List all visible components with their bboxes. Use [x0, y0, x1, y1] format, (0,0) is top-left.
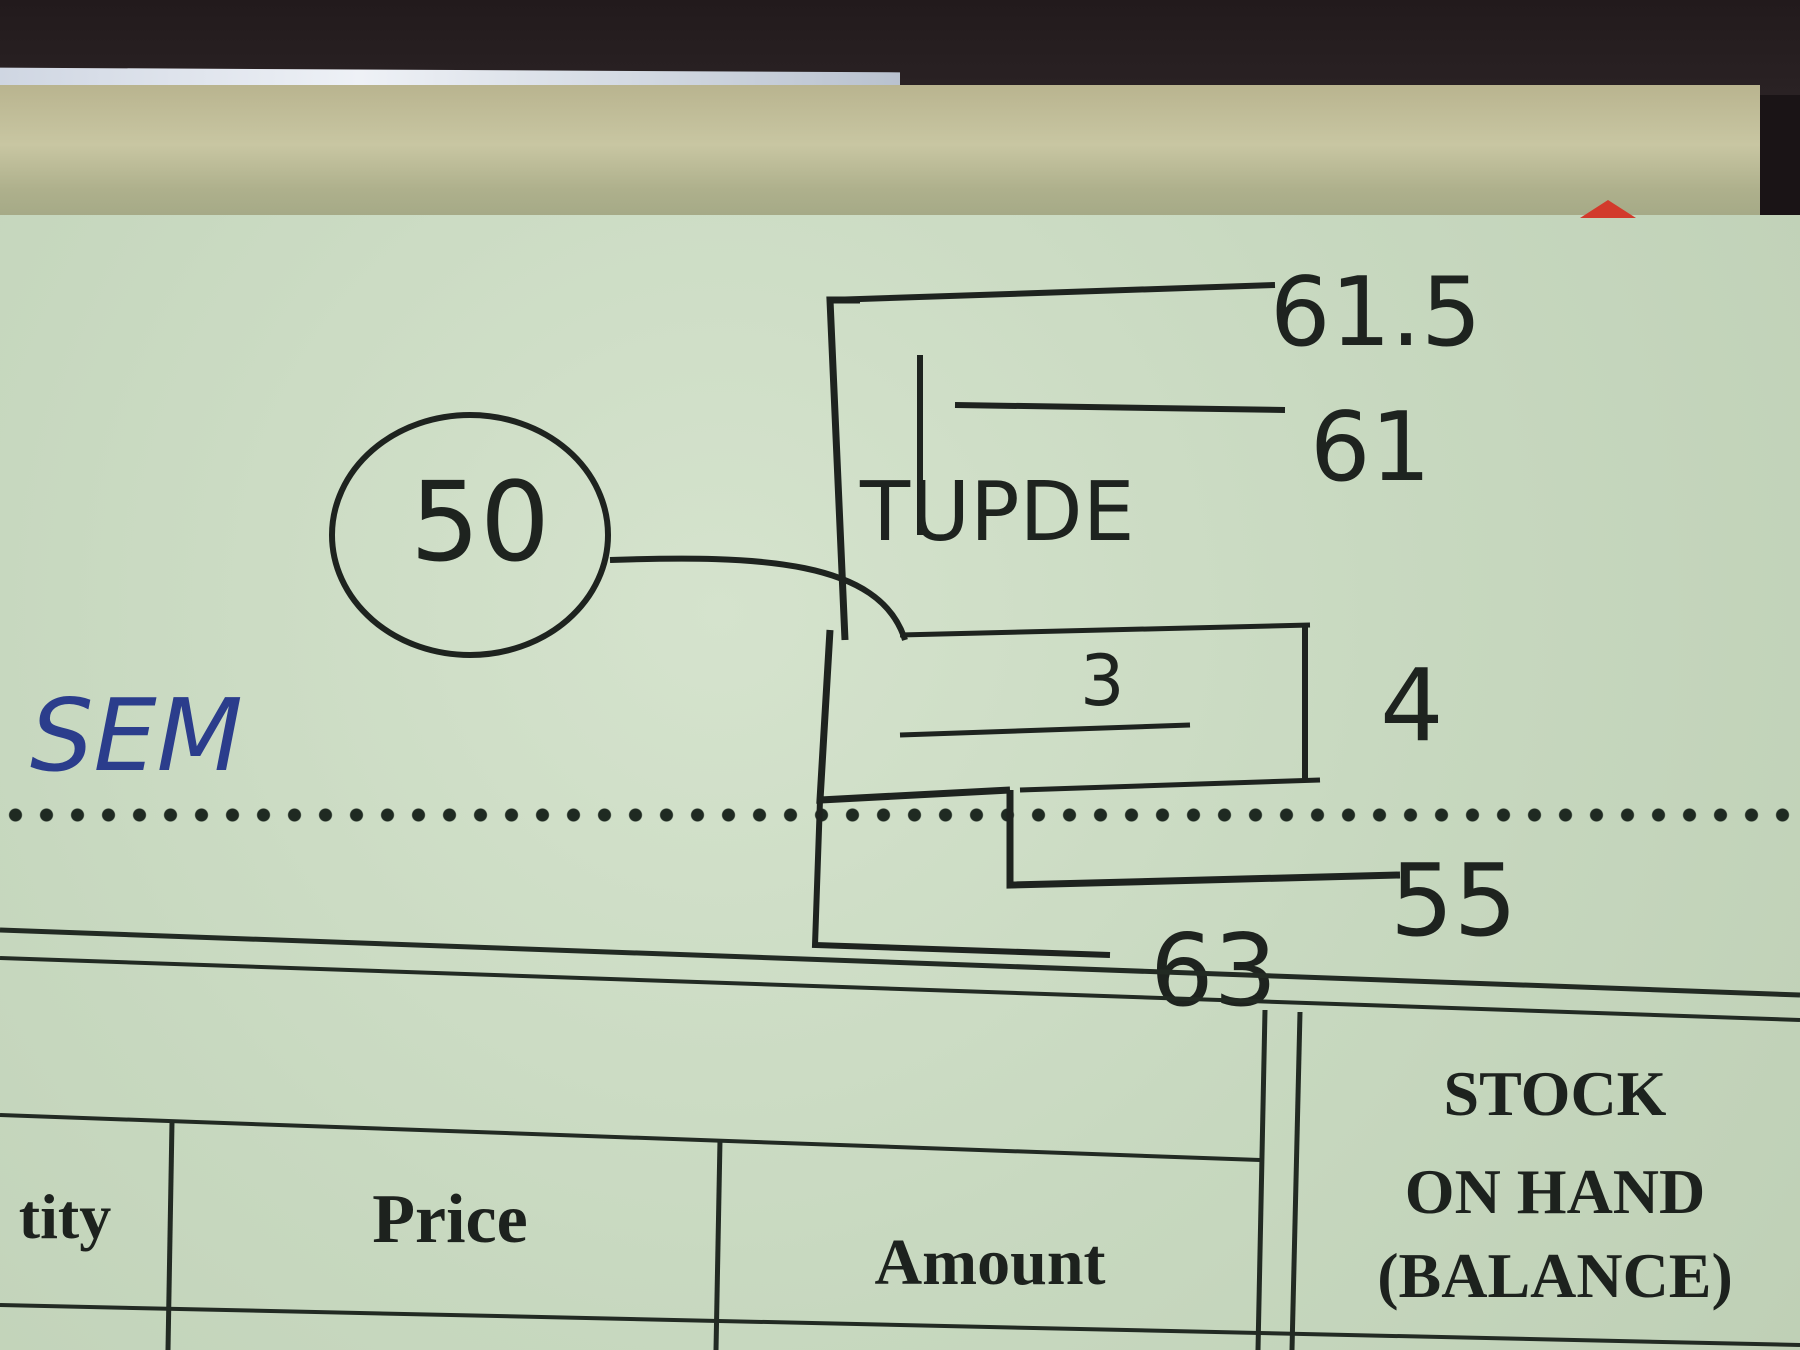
stock-line-1: STOCK — [1443, 1058, 1667, 1129]
stock-line-2: ON HAND — [1404, 1156, 1706, 1227]
header-price: Price — [372, 1181, 528, 1258]
inner-value: 3 — [1080, 640, 1125, 722]
value-61: 61 — [1310, 393, 1431, 503]
header-quantity: tity — [18, 1181, 112, 1252]
value-63: 63 — [1150, 912, 1278, 1029]
stock-line-3: (BALANCE) — [1377, 1240, 1733, 1311]
header-amount: Amount — [874, 1226, 1106, 1299]
diagram-label: TUPDE — [860, 465, 1135, 560]
header-stock-on-hand — [1320, 1045, 1790, 1311]
circle-label: 50 — [410, 458, 550, 586]
value-4: 4 — [1380, 647, 1444, 764]
value-55: 55 — [1390, 842, 1518, 959]
blue-note: SEM — [30, 677, 243, 794]
value-61-5: 61.5 — [1270, 258, 1482, 368]
